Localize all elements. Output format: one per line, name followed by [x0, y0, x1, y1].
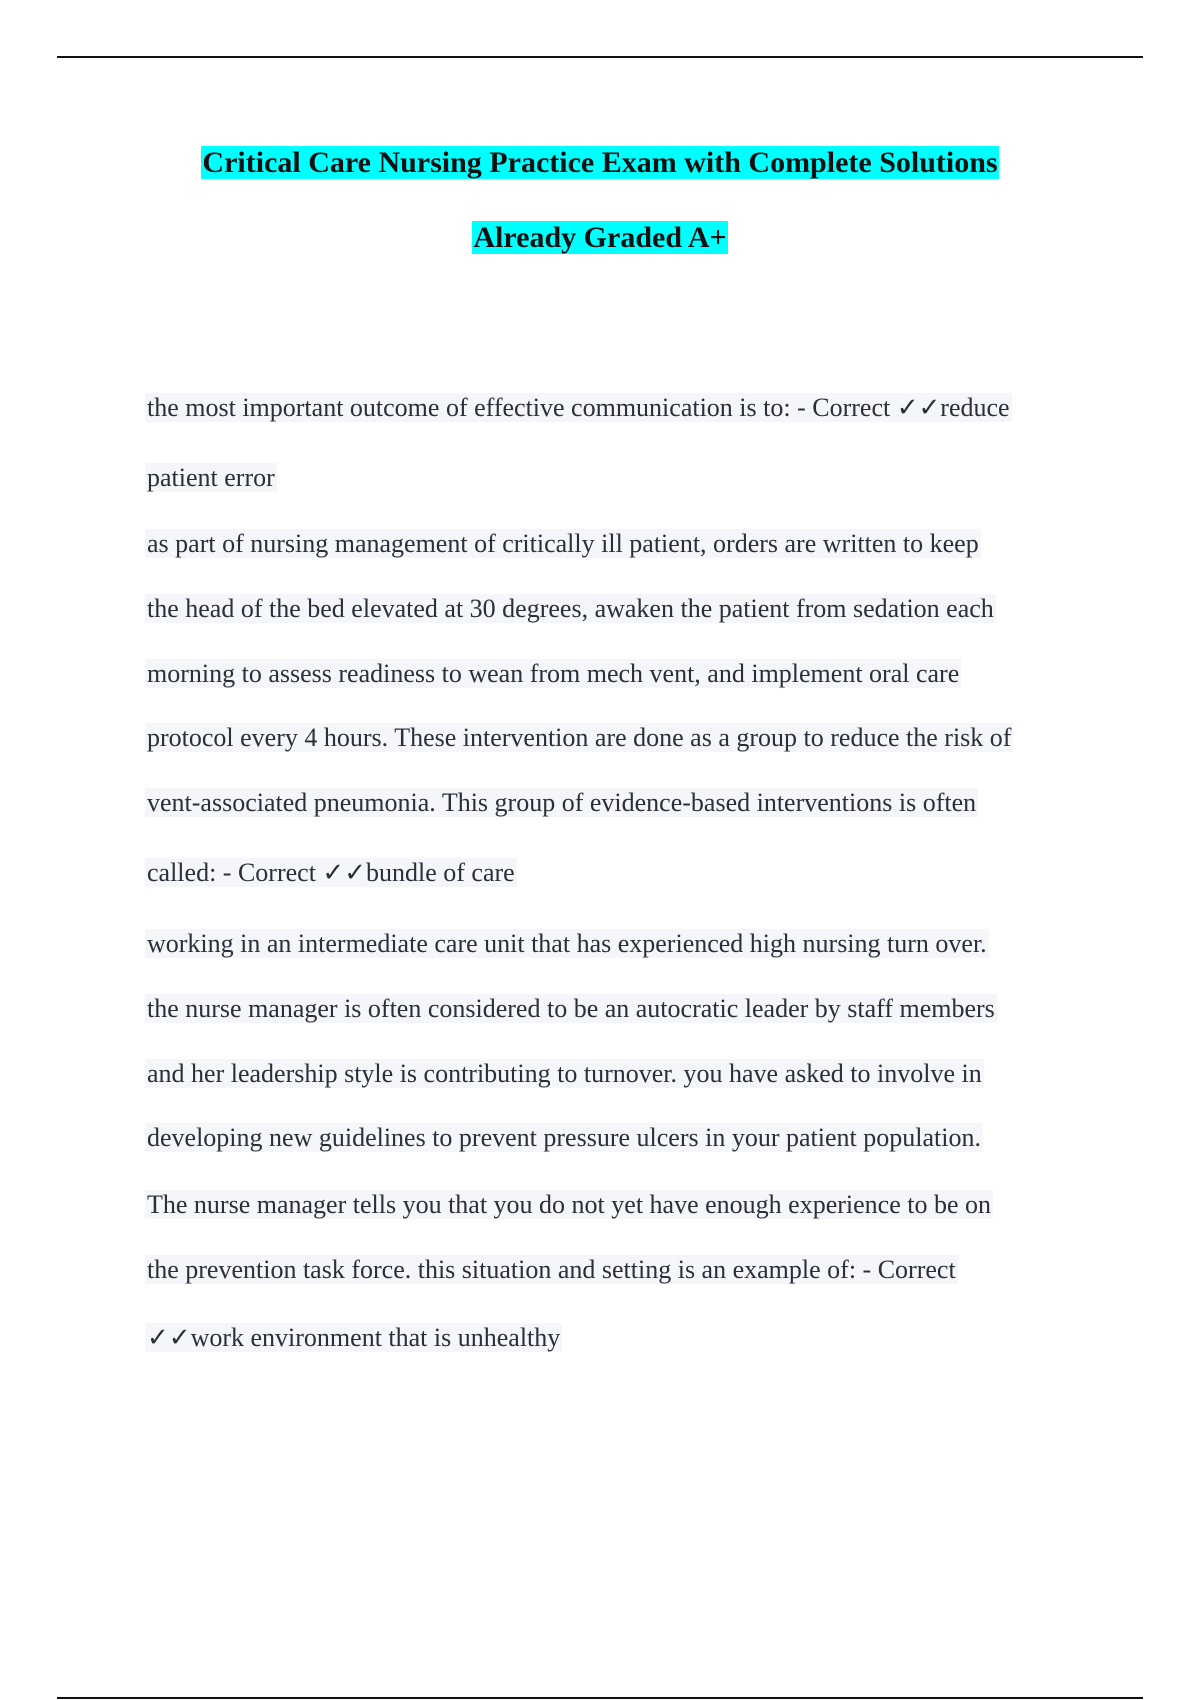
body-line: [145, 458, 277, 498]
body-line-text: called: - Correct ✓✓bundle of care: [147, 858, 515, 887]
document-title: [0, 140, 1200, 290]
body-line-text: morning to assess readiness to wean from mech vent, and implement oral care: [147, 659, 960, 688]
body-line: [145, 589, 996, 629]
body-line-text: vent-associated pneumonia. This group of evidence-based interventions is often: [147, 788, 977, 817]
body-line: [145, 1054, 984, 1094]
body-line: [145, 1118, 983, 1158]
body-line-text: The nurse manager tells you that you do not yet have enough experience to be on: [147, 1190, 992, 1219]
body-line-text: the nurse manager is often considered to be an autocratic leader by staff members: [147, 994, 995, 1023]
bottom-rule: [57, 1697, 1143, 1699]
body-line-text: the head of the bed elevated at 30 degrees, awaken the patient from sedation each: [147, 594, 994, 623]
body-line-text: the prevention task force. this situation and setting is an example of: - Correct: [147, 1255, 956, 1284]
body-line: [145, 989, 997, 1029]
title-line-1: Critical Care Nursing Practice Exam with Complete Solutions: [202, 146, 998, 179]
body-line-text: developing new guidelines to prevent pressure ulcers in your patient population.: [147, 1123, 981, 1152]
title-line-2: Already Graded A+: [473, 221, 727, 254]
top-rule: [57, 56, 1143, 58]
body-line: [145, 1250, 958, 1290]
body-line: [145, 924, 989, 964]
body-line: [145, 654, 961, 694]
body-line-text: protocol every 4 hours. These intervention are done as a group to reduce the risk of: [147, 723, 1012, 752]
body-line-text: working in an intermediate care unit that has experienced high nursing turn over.: [147, 929, 987, 958]
body-line: [145, 388, 1012, 428]
body-line: [145, 718, 1013, 758]
body-line: [145, 1185, 993, 1225]
body-line-text: ✓✓work environment that is unhealthy: [147, 1323, 561, 1352]
body-line: [145, 783, 978, 823]
body-line: [145, 1318, 562, 1358]
body-line-text: as part of nursing management of critically ill patient, orders are written to keep: [147, 529, 979, 558]
body-line-text: and her leadership style is contributing to turnover. you have asked to involve in: [147, 1059, 982, 1088]
body-line: [145, 524, 981, 564]
body-line-text: the most important outcome of effective communication is to: - Correct ✓✓reduce: [147, 393, 1010, 422]
body-line: [145, 853, 517, 893]
body-line-text: patient error: [147, 463, 275, 492]
